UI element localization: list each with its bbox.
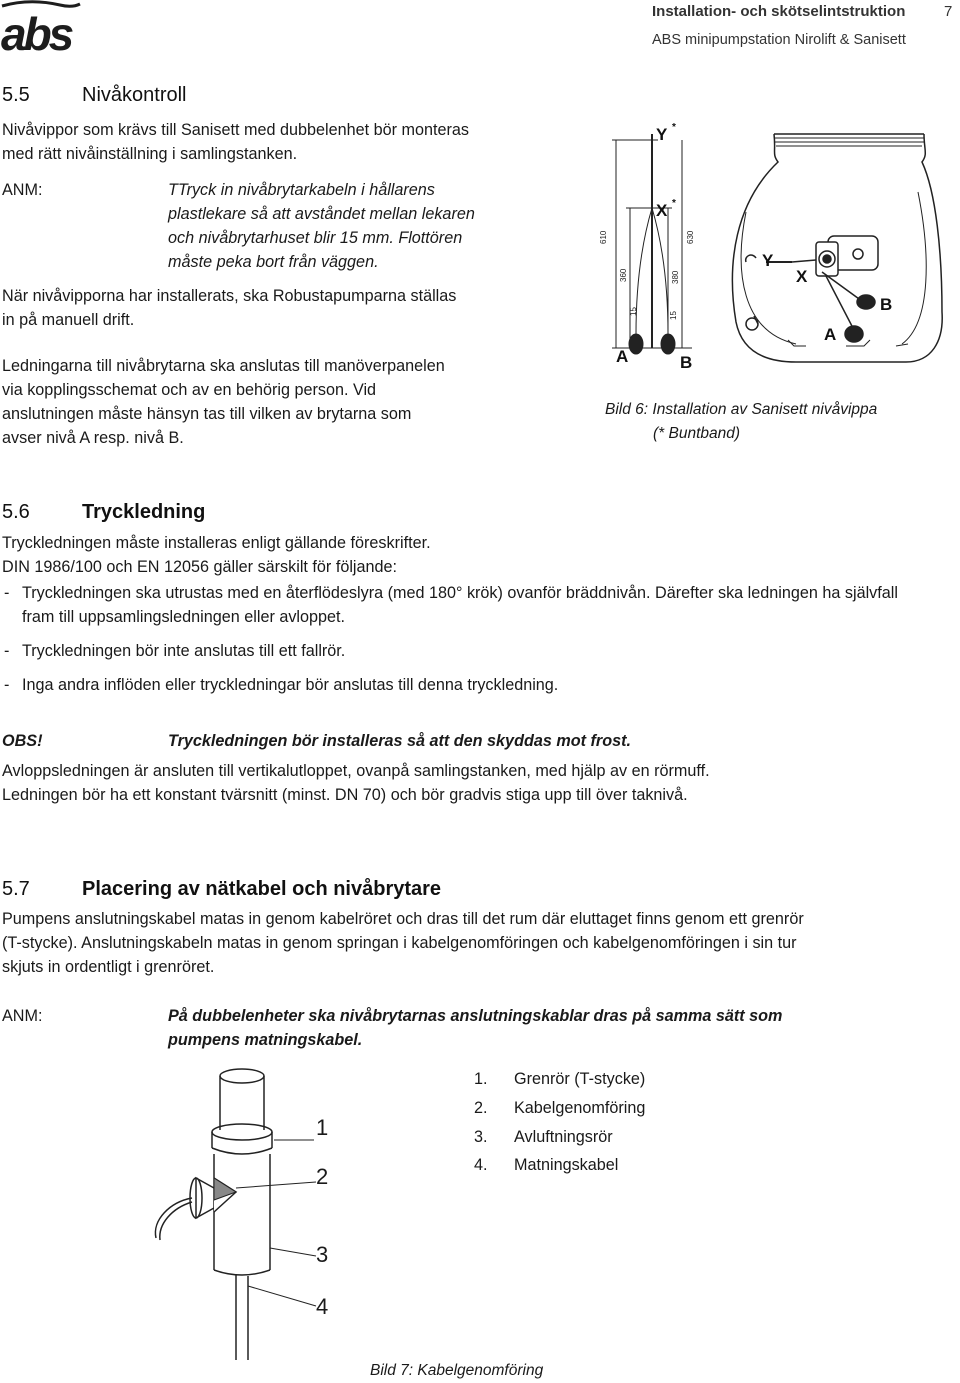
svg-text:630: 630	[686, 230, 695, 244]
list-item-text: Grenrör (T-stycke)	[514, 1070, 646, 1088]
obs-label: OBS!	[2, 732, 43, 750]
anm-line: plastlekare så att avståndet mellan lekaren	[168, 205, 475, 223]
svg-text:380: 380	[671, 270, 680, 284]
svg-text:15: 15	[669, 311, 678, 320]
svg-text:A: A	[616, 347, 629, 366]
svg-text:B: B	[680, 353, 693, 372]
callout-1: 1	[316, 1115, 329, 1140]
svg-text:abs: abs	[1, 8, 72, 56]
section-title: Nivåkontroll	[82, 84, 187, 106]
paragraph-line: anslutningen måste hänsyn tas till vilken av brytarna som	[2, 405, 412, 423]
section-number: 5.5	[2, 84, 30, 106]
figure-6-caption-note: (* Buntband)	[653, 425, 741, 442]
paragraph-line: DIN 1986/100 och EN 12056 gäller särskilt för följande:	[2, 558, 398, 576]
bullet-dash: -	[4, 584, 10, 602]
obs-text: Tryckledningen bör installeras så att den skyddas mot frost.	[168, 732, 631, 750]
section-title: Placering av nätkabel och nivåbrytare	[82, 878, 442, 900]
svg-text:X: X	[656, 201, 668, 220]
anm-label: ANM:	[2, 181, 43, 199]
list-item-number: 4.	[474, 1156, 488, 1174]
section-number: 5.7	[2, 878, 30, 900]
svg-text:A: A	[824, 325, 837, 344]
header	[0, 0, 960, 60]
section-number: 5.6	[2, 501, 30, 523]
paragraph-line: Ledningen bör ha ett konstant tvärsnitt (minst. DN 70) och bör gradvis stiga upp till över taknivå.	[2, 786, 688, 804]
bullet-text: Inga andra inflöden eller tryckledningar bör anslutas till denna tryckledning.	[22, 676, 559, 694]
paragraph-line: Nivåvippor som krävs till Sanisett med dubbelenhet bör monteras	[2, 121, 469, 139]
bullet-item	[0, 673, 960, 697]
bullet-dash: -	[4, 676, 10, 694]
bullet-text: Tryckledningen ska utrustas med en återflödeslyra (med 180° krök) ovanför bräddnivån. Därefter ska ledningen ha självfall fram till uppsamlingsledningen eller avloppet.	[22, 584, 898, 626]
paragraph-line: med rätt nivåinställning i samlingstanken.	[2, 145, 298, 163]
section-title: Tryckledning	[82, 501, 206, 523]
list-item-text: Avluftningsrör	[514, 1128, 613, 1146]
section-5-5-heading	[2, 82, 186, 108]
paragraph-line: Ledningarna till nivåbrytarna ska anslutas till manöverpanelen	[2, 357, 445, 375]
svg-text:B: B	[880, 295, 893, 314]
section-5-7-heading	[2, 876, 441, 902]
bullet-item	[0, 639, 960, 663]
paragraph-line: avser nivå A resp. nivå B.	[2, 429, 184, 447]
anm-line: pumpens matningskabel.	[168, 1031, 363, 1049]
list-item-text: Matningskabel	[514, 1156, 619, 1174]
figure-7-caption: Bild 7: Kabelgenomföring	[370, 1362, 544, 1379]
paragraph-line: (T-stycke). Anslutningskabeln matas in genom springan i kabelgenomföringen och kabelgenomföringen i sin tur	[2, 934, 797, 952]
svg-text:15: 15	[629, 307, 638, 316]
callout-2: 2	[316, 1164, 329, 1189]
callout-4: 4	[316, 1294, 329, 1319]
header-subtitle: ABS minipumpstation Nirolift & Sanisett	[652, 32, 906, 48]
bullet-text: Tryckledningen bör inte anslutas till ett fallrör.	[22, 642, 346, 660]
figure-6-caption: Bild 6: Installation av Sanisett nivåvippa	[605, 401, 878, 418]
anm-label: ANM:	[2, 1007, 43, 1025]
paragraph-line: via kopplingsschemat och av en behörig person. Vid	[2, 381, 377, 399]
abs-logo	[0, 0, 82, 56]
list-item-number: 3.	[474, 1128, 488, 1146]
paragraph-line: skjuts in ordentligt i grenröret.	[2, 958, 215, 976]
figure-cable-gland	[140, 1060, 360, 1360]
callout-3: 3	[316, 1242, 329, 1267]
anm-line: måste peka bort från väggen.	[168, 253, 379, 271]
anm-line: TTryck in nivåbrytarkabeln i hållarens	[168, 181, 435, 199]
list-item-number: 2.	[474, 1099, 488, 1117]
svg-text:360: 360	[619, 268, 628, 282]
svg-text:Y: Y	[762, 251, 774, 270]
svg-text:*: *	[672, 198, 676, 209]
figure-sanisett-level-switch	[596, 112, 956, 382]
svg-text:X: X	[796, 267, 808, 286]
svg-text:610: 610	[599, 230, 608, 244]
paragraph-line: Avloppsledningen är ansluten till vertikalutloppet, ovanpå samlingstanken, med hjälp av en rörmuff.	[2, 762, 710, 780]
header-title: Installation- och skötselintstruktion	[652, 3, 906, 20]
anm-line: På dubbelenheter ska nivåbrytarnas anslutningskablar dras på samma sätt som	[168, 1007, 783, 1025]
section-5-6-heading	[2, 499, 205, 525]
anm-line: och nivåbrytarhuset blir 15 mm. Flottören	[168, 229, 463, 247]
paragraph-line: När nivåvipporna har installerats, ska Robustapumparna ställas	[2, 287, 457, 305]
list-item-number: 1.	[474, 1070, 488, 1088]
svg-text:*: *	[672, 122, 676, 133]
bullet-item	[0, 581, 960, 629]
paragraph-line: Pumpens anslutningskabel matas in genom kabelröret och dras till det rum där eluttaget finns genom ett grenrör	[2, 910, 804, 928]
svg-text:Y: Y	[656, 125, 668, 144]
abs-logo-icon	[0, 0, 82, 56]
paragraph-line: in på manuell drift.	[2, 311, 135, 329]
page-number: 7	[944, 3, 953, 20]
list-item-text: Kabelgenomföring	[514, 1099, 646, 1117]
bullet-dash: -	[4, 642, 10, 660]
parts-list	[474, 1067, 774, 1187]
paragraph-line: Tryckledningen måste installeras enligt gällande föreskrifter.	[2, 534, 431, 552]
level-switch-diagram	[596, 112, 956, 382]
